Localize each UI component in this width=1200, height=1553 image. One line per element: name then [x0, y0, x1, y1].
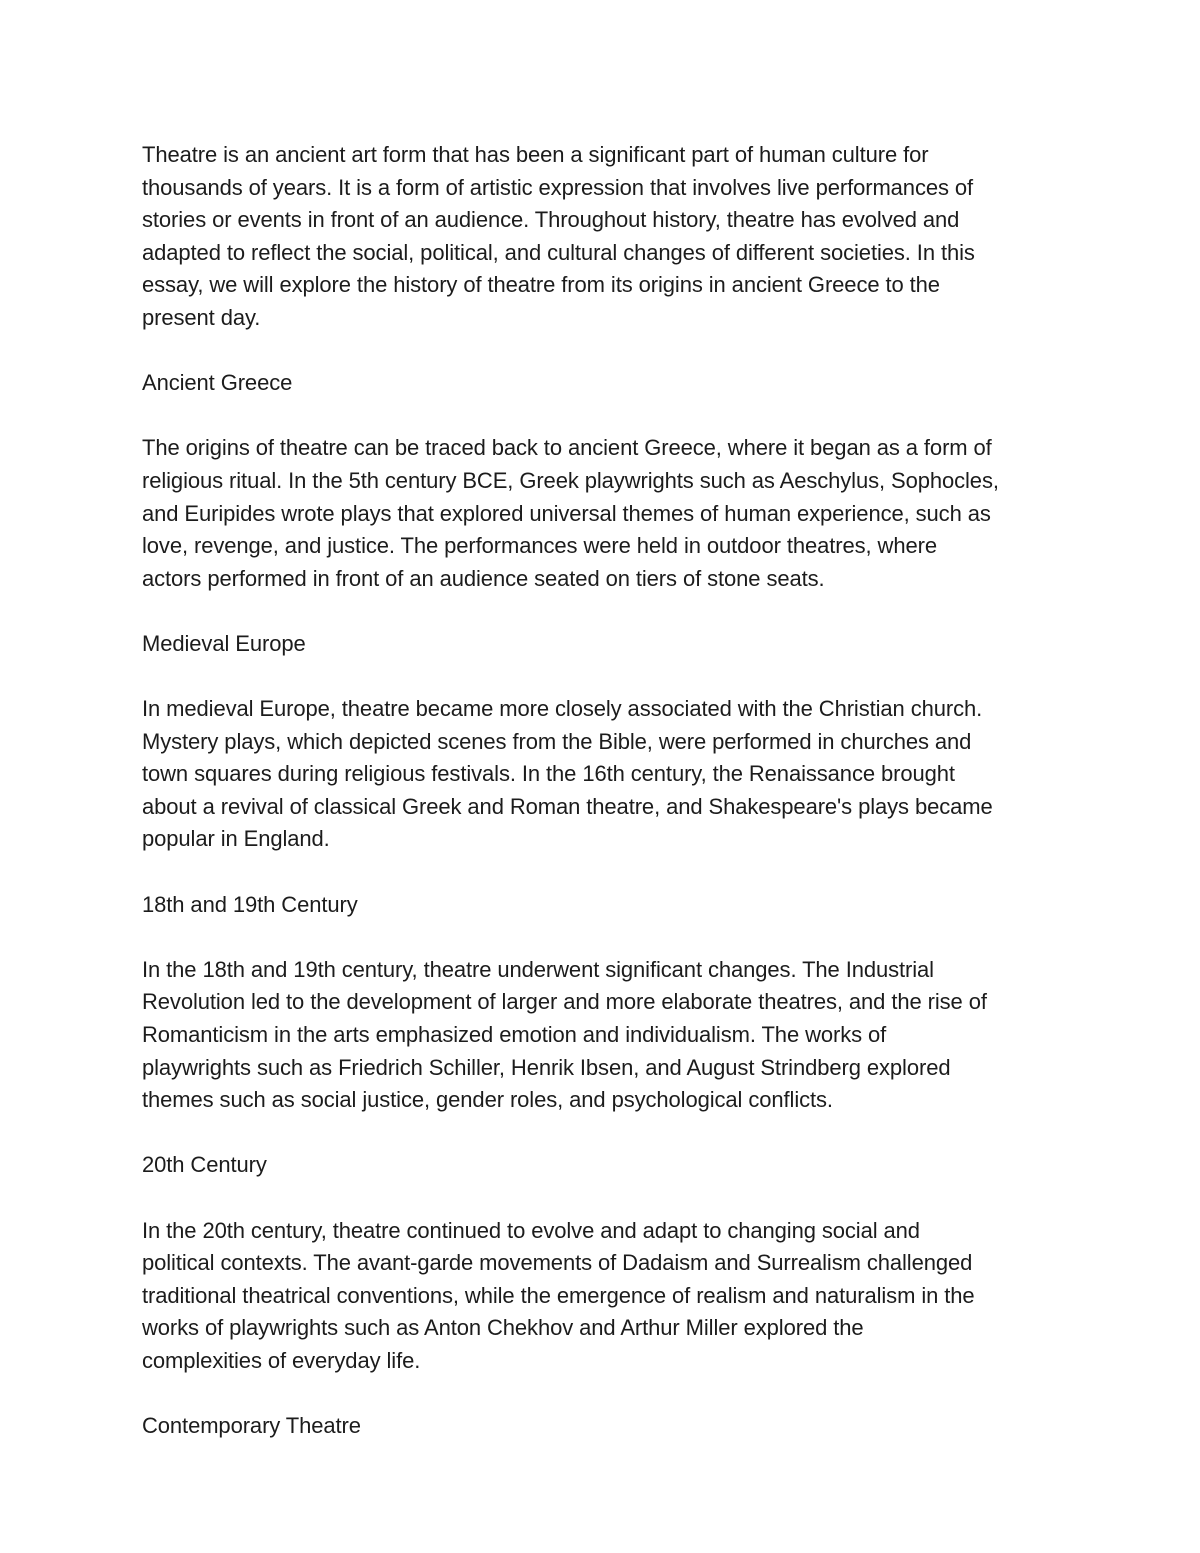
text-line: religious ritual. In the 5th century BCE, Greek playwrights such as Aeschylus, Sophocles, [142, 467, 999, 493]
heading-text: Medieval Europe [142, 630, 306, 656]
heading-18th-19th-century [142, 889, 1072, 922]
text-line: about a revival of classical Greek and Roman theatre, and Shakespeare's plays became [142, 793, 993, 819]
medieval-europe-paragraph [142, 693, 1072, 856]
heading-medieval-europe [142, 628, 1072, 661]
text-line: present day. [142, 304, 261, 330]
text-line: Revolution led to the development of larger and more elaborate theatres, and the rise of [142, 989, 987, 1015]
ancient-greece-paragraph [142, 432, 1072, 595]
text-line: works of playwrights such as Anton Chekhov and Arthur Miller explored the [142, 1315, 864, 1341]
text-line: and Euripides wrote plays that explored universal themes of human experience, such as [142, 500, 991, 526]
text-line: love, revenge, and justice. The performances were held in outdoor theatres, where [142, 533, 937, 559]
heading-ancient-greece [142, 367, 1072, 400]
text-line: In the 18th and 19th century, theatre underwent significant changes. The Industrial [142, 956, 934, 982]
text-line: essay, we will explore the history of theatre from its origins in ancient Greece to the [142, 272, 940, 298]
18th-19th-century-paragraph [142, 954, 1072, 1117]
text-line: In the 20th century, theatre continued to evolve and adapt to changing social and [142, 1217, 920, 1243]
heading-text: 20th Century [142, 1152, 267, 1178]
text-line: actors performed in front of an audience seated on tiers of stone seats. [142, 565, 825, 591]
text-line: The origins of theatre can be traced back to ancient Greece, where it began as a form of [142, 435, 992, 461]
document-body [142, 139, 1072, 1475]
20th-century-paragraph [142, 1215, 1072, 1378]
text-line: stories or events in front of an audience. Throughout history, theatre has evolved and [142, 207, 960, 233]
text-line: popular in England. [142, 826, 330, 852]
text-line: Romanticism in the arts emphasized emotion and individualism. The works of [142, 1022, 887, 1048]
text-line: themes such as social justice, gender roles, and psychological conflicts. [142, 1087, 833, 1113]
text-line: Theatre is an ancient art form that has been a significant part of human culture for [142, 142, 929, 167]
text-line: town squares during religious festivals. In the 16th century, the Renaissance brought [142, 761, 955, 787]
intro-paragraph [142, 139, 1072, 335]
heading-20th-century [142, 1149, 1072, 1182]
text-line: adapted to reflect the social, political, and cultural changes of different societies. In this [142, 239, 975, 265]
heading-contemporary-theatre [142, 1410, 1072, 1443]
text-line: In medieval Europe, theatre became more closely associated with the Christian church. [142, 696, 983, 722]
text-line: political contexts. The avant-garde movements of Dadaism and Surrealism challenged [142, 1250, 973, 1276]
text-line: traditional theatrical conventions, while the emergence of realism and naturalism in the [142, 1282, 975, 1308]
heading-text: 18th and 19th Century [142, 891, 358, 917]
heading-text: Contemporary Theatre [142, 1413, 361, 1439]
text-line: complexities of everyday life. [142, 1347, 421, 1373]
text-line: Mystery plays, which depicted scenes from the Bible, were performed in churches and [142, 728, 972, 754]
heading-text: Ancient Greece [142, 370, 293, 396]
text-line: thousands of years. It is a form of artistic expression that involves live performances of [142, 174, 974, 200]
text-line: playwrights such as Friedrich Schiller, Henrik Ibsen, and August Strindberg explored [142, 1054, 951, 1080]
